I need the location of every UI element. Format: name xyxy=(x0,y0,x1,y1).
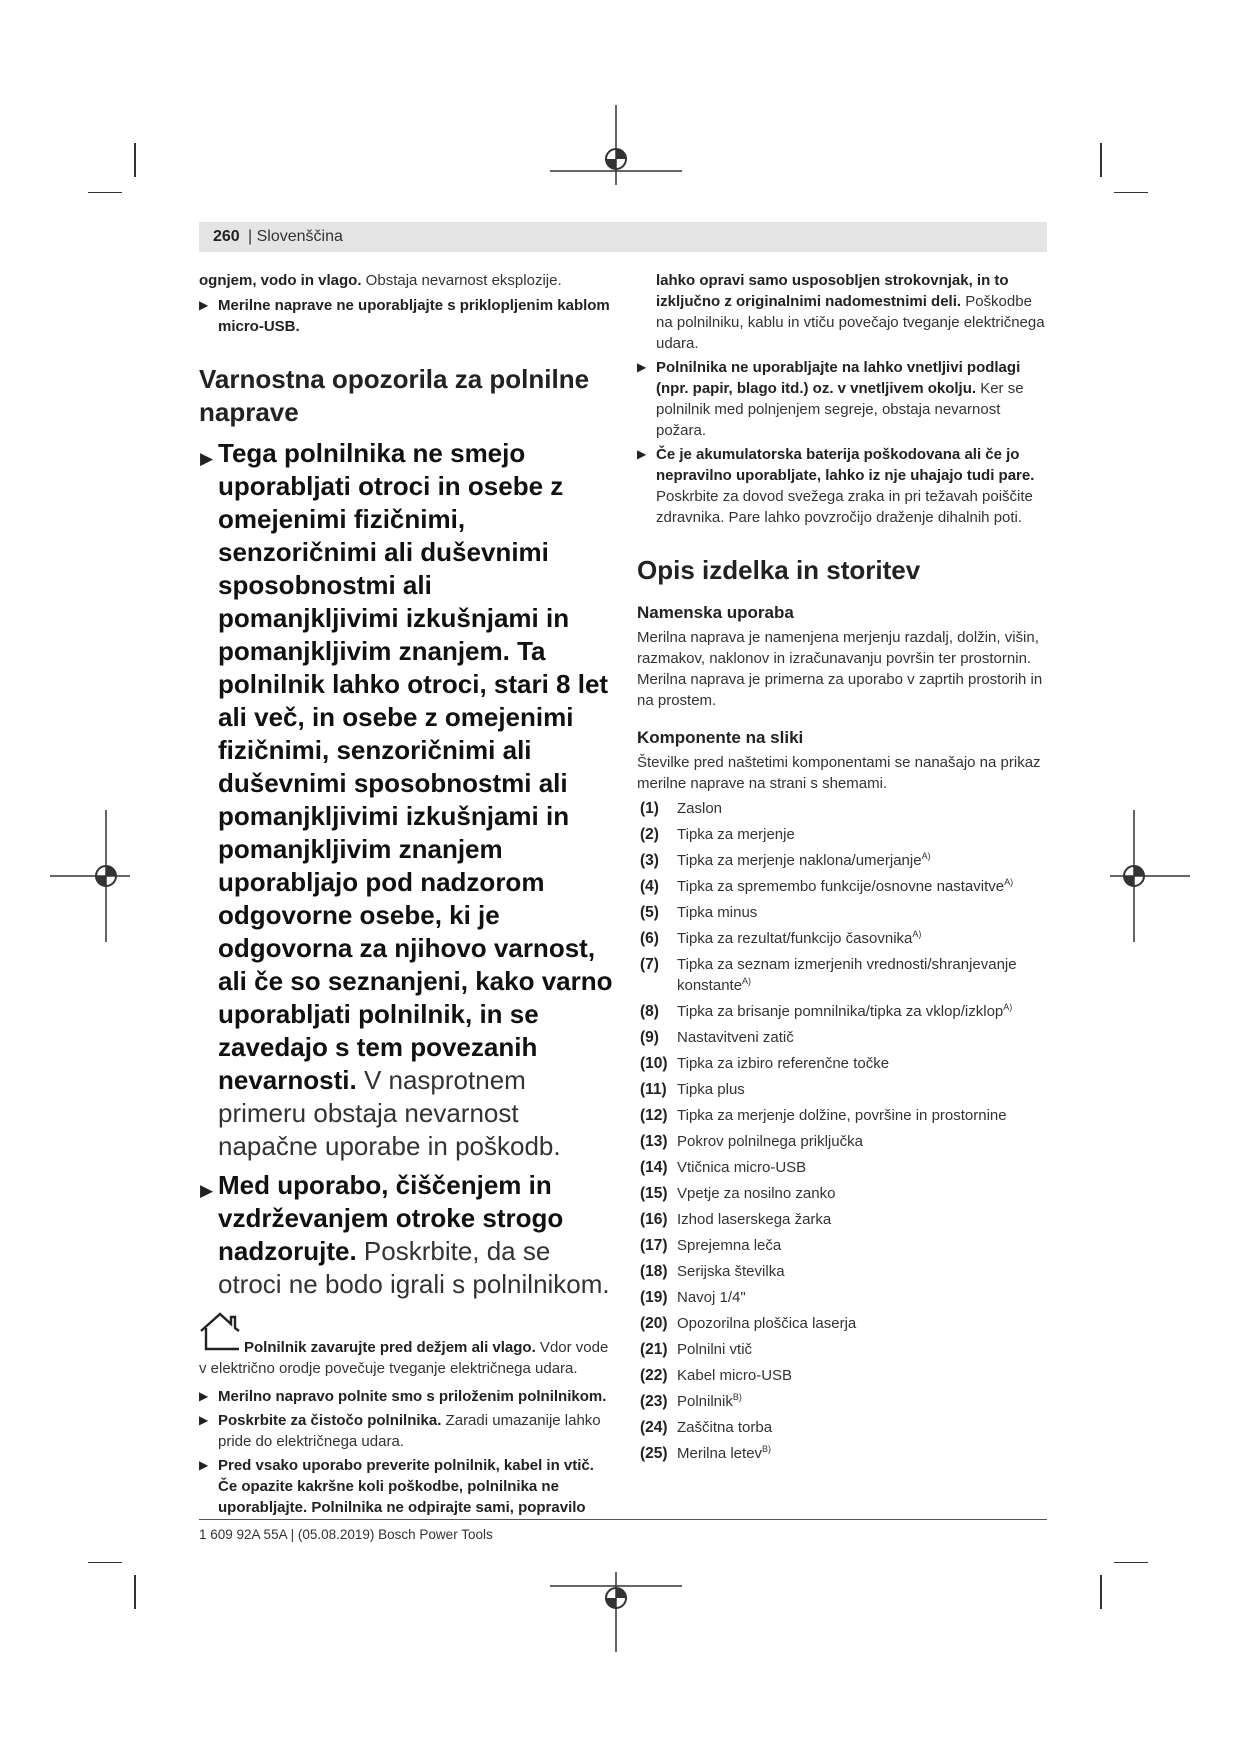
crop-mark xyxy=(1100,143,1102,177)
crop-mark xyxy=(134,1575,136,1609)
component-label: Tipka za merjenje dolžine, površine in prostornine xyxy=(677,1107,1007,1124)
crop-mark xyxy=(88,192,122,193)
list-item xyxy=(637,1001,1049,1022)
component-number: (24) xyxy=(640,1419,668,1436)
footnote-marker: A) xyxy=(1003,1002,1013,1012)
component-number: (23) xyxy=(640,1393,668,1410)
list-item xyxy=(637,1105,1049,1126)
list-item xyxy=(637,1131,1049,1152)
list-item xyxy=(637,1209,1049,1230)
component-number: (14) xyxy=(640,1159,668,1176)
section-heading: Varnostna opozorila za polnilne naprave xyxy=(199,364,590,427)
footnote-marker: A) xyxy=(742,976,752,986)
paragraph: Številke pred naštetimi komponentami se nanašajo na prikaz merilne naprave na strani s shemami. xyxy=(637,754,1041,792)
list-item xyxy=(637,1079,1049,1100)
footnote-marker: A) xyxy=(912,929,922,939)
footer-divider xyxy=(199,1519,1047,1520)
list-item xyxy=(637,928,1049,949)
crop-mark xyxy=(88,1562,122,1563)
header-language-label: Slovenščina xyxy=(256,228,343,245)
house-icon xyxy=(199,1311,241,1351)
component-label: Merilna letev$^{B)}$ xyxy=(677,1444,772,1462)
component-number: (19) xyxy=(640,1289,668,1306)
component-label: Izhod laserskega žarka xyxy=(677,1211,832,1228)
component-label: Tipka za brisanje pomnilnika/tipka za vklop/izklop$^{A)}$ xyxy=(677,1002,1013,1020)
component-number: (18) xyxy=(640,1263,668,1280)
list-item xyxy=(637,1339,1049,1360)
list-item xyxy=(637,798,1049,819)
component-label: Sprejemna leča xyxy=(677,1237,782,1254)
component-number: (15) xyxy=(640,1185,668,1202)
list-item xyxy=(637,1235,1049,1256)
footnote-marker: A) xyxy=(921,851,931,861)
component-number: (7) xyxy=(640,956,659,973)
subsection-heading: Komponente na sliki xyxy=(637,728,804,747)
component-label: Vtičnica micro-USB xyxy=(677,1159,807,1176)
left-column xyxy=(199,270,614,1521)
component-label: Tipka za rezultat/funkcijo časovnika$^{A)}$ xyxy=(677,929,922,947)
crop-mark xyxy=(1114,1562,1148,1563)
component-number: (22) xyxy=(640,1367,668,1384)
component-number: (3) xyxy=(640,852,659,869)
footnote-marker: A) xyxy=(1004,877,1014,887)
bullet-item: ▶ Polnilnika ne uporabljajte na lahko vnetljivi podlagi (npr. papir, blago itd.) oz. v vnetljivem okolju. Ker se polnilnik med polnjenjem segreje, obstaja nevarnost požara. xyxy=(637,357,1049,441)
list-item xyxy=(637,850,1049,871)
list-item xyxy=(637,1365,1049,1386)
list-item xyxy=(637,1417,1049,1438)
component-label: Tipka za spremembo funkcije/osnovne nastavitve$^{A)}$ xyxy=(677,877,1014,895)
indoor-use-block xyxy=(199,1311,614,1379)
component-label: Polnilni vtič xyxy=(677,1341,753,1358)
right-column xyxy=(637,270,1049,1469)
component-number: (10) xyxy=(640,1055,668,1072)
footnote-marker: B) xyxy=(762,1444,772,1454)
component-label: Tipka za merjenje naklona/umerjanje$^{A)}$ xyxy=(677,851,931,869)
component-number: (9) xyxy=(640,1029,659,1046)
component-label: Serijska številka xyxy=(677,1263,785,1280)
component-label: Zaščitna torba xyxy=(677,1419,773,1436)
component-number: (17) xyxy=(640,1237,668,1254)
component-label: Navoj 1/4" xyxy=(677,1289,746,1306)
subsection-heading: Namenska uporaba xyxy=(637,603,794,622)
component-number: (12) xyxy=(640,1107,668,1124)
component-label: Pokrov polnilnega priključka xyxy=(677,1133,863,1150)
component-number: (5) xyxy=(640,904,659,921)
list-item xyxy=(637,1157,1049,1178)
component-label: Tipka minus xyxy=(677,904,758,921)
registration-mark-icon xyxy=(550,1572,682,1652)
bullet-item: ▶ Merilne naprave ne uporabljajte s priklopljenim kablom micro-USB. xyxy=(199,295,614,337)
component-label: Tipka plus xyxy=(677,1081,745,1098)
bullet-item: ▶ Pred vsako uporabo preverite polnilnik, kabel in vtič. Če opazite kakršne koli poškodbe, polnilnika ne uporabljajte. Polnilnika ne odpirajte sami, popravilo xyxy=(199,1455,614,1518)
component-number: (13) xyxy=(640,1133,668,1150)
list-item xyxy=(637,902,1049,923)
list-item xyxy=(637,1261,1049,1282)
section-heading: Opis izdelka in storitev xyxy=(637,555,921,585)
paragraph: Merilna naprava je namenjena merjenju razdalj, dolžin, višin, razmakov, naklonov in izračunavanju površin ter prostornin. Merilna naprava je primerna za uporabo v zaprtih prostorih in na prostem. xyxy=(637,629,1043,709)
crop-mark xyxy=(1100,1575,1102,1609)
list-item xyxy=(637,1287,1049,1308)
crop-mark xyxy=(134,143,136,177)
component-number: (21) xyxy=(640,1341,668,1358)
component-label: Tipka za merjenje xyxy=(677,826,795,843)
component-number: (6) xyxy=(640,930,659,947)
list-item xyxy=(637,824,1049,845)
paragraph: Polnilnik zavarujte pred dežjem ali vlago. Vdor vode v električno orodje povečuje tveganje električnega udara. xyxy=(199,1339,609,1377)
component-label: Tipka za izbiro referenčne točke xyxy=(677,1055,890,1072)
component-label: Polnilnik$^{B)}$ xyxy=(677,1392,742,1410)
component-number: (11) xyxy=(640,1081,667,1098)
warning-item: ▶ Med uporabo, čiščenjem in vzdrževanjem otroke strogo nadzorujte. Poskrbite, da se otroci ne bodo igrali s polnilnikom. xyxy=(199,1169,614,1301)
component-number: (16) xyxy=(640,1211,668,1228)
list-item xyxy=(637,954,1049,996)
warning-item: ▶ Tega polnilnika ne smejo uporabljati otroci in osebe z omejenimi fizičnimi, senzoričnimi ali duševnimi sposobnostmi ali pomanjkljivimi izkušnjami in pomanjkljivim znanjem. Ta polnilnik lahko otroci, stari 8 let ali več, in osebe z omejenimi fizičnimi, senzoričnimi ali duševnimi sposobnostmi ali pomanjkljivimi izkušnjami in pomanjkljivim znanjem uporabljajo pod nadzorom odgovorne osebe, ki je odgovorna za njihovo varnost, ali če so seznanjeni, kako varno uporabljati polnilnik, in se zavedajo s tem povezanih nevarnosti. V nasprotnem primeru obstaja nevarnost napačne uporabe in poškodb. xyxy=(199,437,614,1163)
header-language xyxy=(248,228,343,246)
component-label: Nastavitveni zatič xyxy=(677,1029,794,1046)
list-item xyxy=(637,1443,1049,1464)
list-item xyxy=(637,1053,1049,1074)
component-label: Opozorilna ploščica laserja xyxy=(677,1315,857,1332)
footnote-marker: B) xyxy=(732,1392,742,1402)
paragraph: ognjem, vodo in vlago. Obstaja nevarnost eksplozije. xyxy=(199,272,562,289)
list-item xyxy=(637,1183,1049,1204)
bullet-item: ▶ Poskrbite za čistočo polnilnika. Zaradi umazanije lahko pride do električnega udara. xyxy=(199,1410,614,1452)
component-label: Zaslon xyxy=(677,800,723,817)
header-separator: | xyxy=(248,228,253,245)
bullet-item: ▶ Merilno napravo polnite smo s priloženim polnilnikom. xyxy=(199,1386,614,1407)
component-number: (25) xyxy=(640,1445,668,1462)
component-number: (4) xyxy=(640,878,659,895)
list-item xyxy=(637,1027,1049,1048)
component-label: Vpetje za nosilno zanko xyxy=(677,1185,836,1202)
component-number: (2) xyxy=(640,826,659,843)
page-number: 260 xyxy=(213,228,240,245)
registration-mark-icon xyxy=(1110,810,1190,942)
list-item xyxy=(637,1313,1049,1334)
component-list xyxy=(637,798,1049,1464)
crop-mark xyxy=(1114,192,1148,193)
component-number: (8) xyxy=(640,1003,659,1020)
bullet-item: ▶ Če je akumulatorska baterija poškodovana ali če jo nepravilno uporabljate, lahko iz nje uhajajo tudi pare. Poskrbite za dovod svežega zraka in pri težavah poiščite zdravnika. Pare lahko povzročijo draženje dihalnih poti. xyxy=(637,444,1049,528)
component-label: Kabel micro-USB xyxy=(677,1367,793,1384)
registration-mark-icon xyxy=(550,105,682,185)
page-header xyxy=(199,222,1047,252)
component-label: Tipka za seznam izmerjenih vrednosti/shranjevanje konstante$^{A)}$ xyxy=(677,956,1017,994)
registration-mark-icon xyxy=(50,810,130,942)
list-item xyxy=(637,876,1049,897)
list-item xyxy=(637,1391,1049,1412)
page-footer: 1 609 92A 55A | (05.08.2019) Bosch Power Tools xyxy=(199,1527,493,1542)
component-number: (1) xyxy=(640,800,659,817)
component-number: (20) xyxy=(640,1315,668,1332)
paragraph: lahko opravi samo usposobljen strokovnjak, in to izključno z originalnimi nadomestnimi deli. Poškodbe na polnilniku, kablu in vtiču povečajo tveganje električnega udara. xyxy=(656,272,1045,352)
